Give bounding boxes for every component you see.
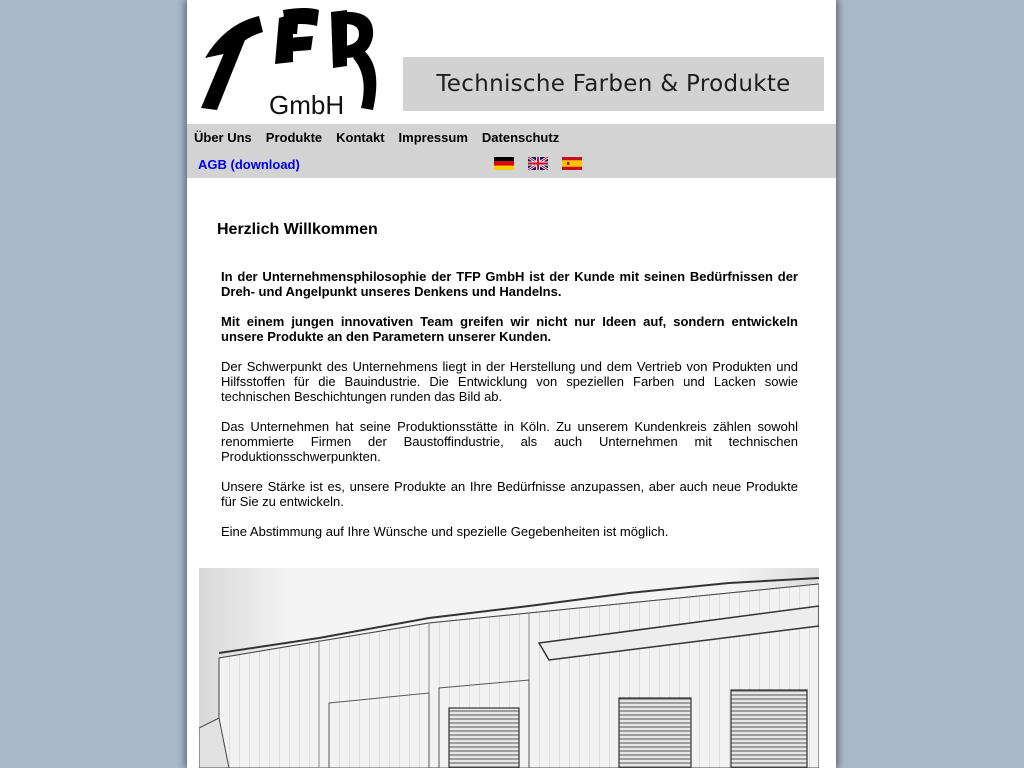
company-banner xyxy=(403,57,824,111)
language-selector xyxy=(494,157,582,170)
building-sketch xyxy=(199,568,819,768)
paragraph-focus: Der Schwerpunkt des Unternehmens liegt in der Herstellung und dem Vertrieb von Produkten und Hilfsstoffen für die Bauindustrie. Die Entwicklung von speziellen Farben und Lacken sowie technischen Beschichtungen runden das Bild ab. xyxy=(221,359,798,404)
agb-download-link[interactable]: AGB (download) xyxy=(198,157,300,172)
nav-link-impressum[interactable]: Impressum xyxy=(398,130,468,145)
uk-flag-icon[interactable] xyxy=(528,157,548,170)
german-flag-icon[interactable] xyxy=(494,157,514,170)
page-container xyxy=(187,0,836,768)
intro-text xyxy=(221,269,798,554)
tfp-logo[interactable] xyxy=(197,6,389,120)
navigation-bar xyxy=(187,124,836,178)
main-content xyxy=(187,178,836,768)
main-menu xyxy=(194,130,559,145)
paragraph-location: Das Unternehmen hat seine Produktionsstätte in Köln. Zu unserem Kundenkreis zählen sowohl renommierte Firmen der Baustoffindustrie, als auch Unternehmen mit technischen Produktionsschwerpunkten. xyxy=(221,419,798,464)
nav-link-kontakt[interactable]: Kontakt xyxy=(336,130,385,145)
nav-link-datenschutz[interactable]: Datenschutz xyxy=(481,130,560,145)
factory-building-image xyxy=(199,568,819,768)
paragraph-strength: Unsere Stärke ist es, unsere Produkte an Ihre Bedürfnisse anzupassen, aber auch neue Produkte für Sie zu entwickeln. xyxy=(221,479,798,509)
page-title: Herzlich Willkommen xyxy=(217,221,378,238)
banner-text: Technische Farben & Produkte xyxy=(436,71,791,97)
logo-subtitle: GmbH xyxy=(269,90,345,120)
paragraph-philosophy: In der Unternehmensphilosophie der TFP GmbH ist der Kunde mit seinen Bedürfnissen der Dreh- und Angelpunkt unseres Denkens und Handelns. xyxy=(221,269,798,299)
paragraph-team: Mit einem jungen innovativen Team greifen wir nicht nur Ideen auf, sondern entwickeln unsere Produkte an den Parametern unserer Kunden. xyxy=(221,314,798,344)
site-header xyxy=(187,0,836,124)
nav-link-ueber-uns[interactable]: Über Uns xyxy=(194,130,252,145)
paragraph-coordination: Eine Abstimmung auf Ihre Wünsche und spezielle Gegebenheiten ist möglich. xyxy=(221,524,669,539)
spanish-flag-icon[interactable] xyxy=(562,157,582,170)
nav-link-produkte[interactable]: Produkte xyxy=(265,130,323,145)
